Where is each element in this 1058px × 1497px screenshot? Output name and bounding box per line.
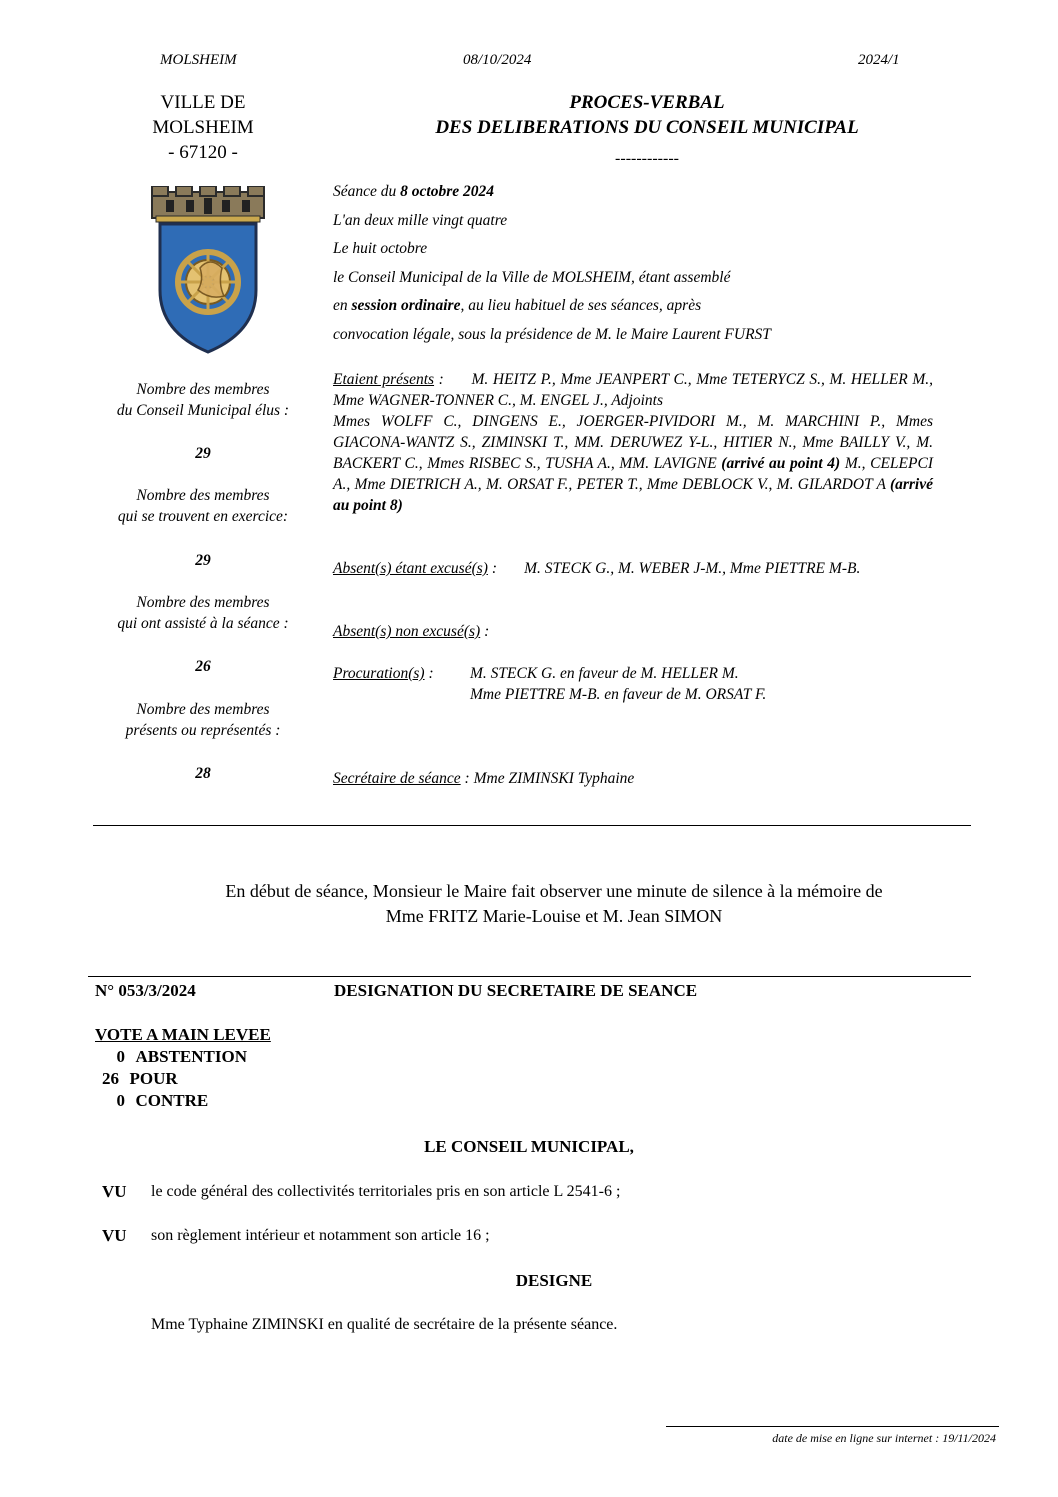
seance-type: session ordinaire — [351, 297, 461, 314]
deliberation-title: DESIGNATION DU SECRETAIRE DE SEANCE — [334, 981, 698, 1000]
presents-note-point8: (arrivé au point 8) — [333, 476, 933, 514]
vote-row-abstention — [95, 1046, 271, 1068]
coat-of-arms-icon — [146, 186, 270, 354]
vote-pour-count: 26 — [102, 1069, 119, 1088]
vote-contre-label: CONTRE — [135, 1091, 209, 1110]
vote-title: VOTE A MAIN LEVEE — [95, 1025, 271, 1044]
seance-line4: le Conseil Municipal de la Ville de MOLSHEIM, étant assemblé — [333, 268, 731, 286]
ville-line2: MOLSHEIM — [152, 117, 254, 138]
secretaire-seance — [333, 768, 933, 789]
vote-abstention-count: 0 — [116, 1047, 125, 1066]
vote-row-contre — [95, 1090, 271, 1112]
silence-paragraph — [100, 879, 1008, 929]
vote-contre-count: 0 — [116, 1091, 125, 1110]
seance-line5-prefix: en — [333, 297, 352, 314]
vu-2-label: VU — [102, 1226, 127, 1245]
seance-line2: L'an deux mille vingt quatre — [333, 211, 508, 229]
procuration-1: M. STECK G. en faveur de M. HELLER M. — [470, 665, 739, 682]
absents-excuses-colon: : — [487, 560, 497, 577]
vote-row-pour — [95, 1068, 271, 1090]
document-title — [330, 90, 964, 140]
presents-conseillers-2: M., CELEPCI A., Mme DIETRICH A., M. ORSAT F., PETER T., Mme DEBLOCK V., M. GILARDOT A — [333, 455, 933, 493]
stat-exercice — [103, 485, 303, 527]
seance-line1-prefix: Séance du — [333, 183, 401, 200]
seance-line6: convocation légale, sous la présidence de M. le Maire Laurent FURST — [333, 325, 771, 343]
stat-elus-label2: du Conseil Municipal élus : — [116, 402, 290, 419]
stat-exercice-label1: Nombre des membres — [136, 487, 270, 504]
designe-heading: DESIGNE — [515, 1271, 593, 1290]
secretaire-label: Secrétaire de séance — [333, 770, 461, 787]
presents-conseillers: Mmes WOLFF C., DINGENS E., JOERGER-PIVIDORI M., M. MARCHINI P., Mmes GIACONA-WANTZ S., ZIMINSKI T., MM. DERUWEZ Y-L., HITIER N., Mme BAILLY V., M. BACKERT C., Mmes RISBEC S., TUSHA A., MM. LAVIGNE — [333, 413, 933, 472]
stat-elus — [103, 379, 303, 421]
ville-line3: - 67120 - — [168, 142, 238, 163]
ville-block — [103, 90, 303, 165]
absents-excuses-value: M. STECK G., M. WEBER J-M., Mme PIETTRE M-B. — [524, 560, 861, 577]
silence-line2: Mme FRITZ Marie-Louise et M. Jean SIMON — [385, 906, 723, 926]
stat-elus-label1: Nombre des membres — [136, 381, 270, 398]
title-dashes: ------------ — [615, 150, 679, 167]
header-date: 08/10/2024 — [463, 52, 532, 68]
procurations-label: Procuration(s) — [333, 665, 425, 682]
seance-line5-suffix: , au lieu habituel de ses séances, après — [460, 297, 702, 314]
absents-non-excuses-label: Absent(s) non excusé(s) — [333, 623, 481, 640]
absents-excuses-label: Absent(s) étant excusé(s) — [333, 560, 488, 577]
stat-exercice-label2: qui se trouvent en exercice: — [117, 508, 289, 525]
absents-non-excuses — [333, 621, 933, 642]
separator-rule — [93, 825, 971, 826]
vu-1-label: VU — [102, 1182, 127, 1201]
deliberation-rule — [88, 976, 971, 977]
silence-line1: En début de séance, Monsieur le Maire fait observer une minute de silence à la mémoire de — [225, 881, 883, 901]
presents-note-point4: (arrivé au point 4) — [721, 455, 841, 472]
stat-represente — [103, 699, 303, 741]
procurations-colon: : — [424, 665, 434, 682]
stat-elus-value: 29 — [195, 445, 211, 462]
ville-line1: VILLE DE — [160, 92, 246, 113]
absents-non-excuses-colon: : — [480, 623, 490, 640]
vote-abstention-label: ABSTENTION — [135, 1047, 247, 1066]
secretaire-value: : Mme ZIMINSKI Typhaine — [460, 770, 635, 787]
designation-text: Mme Typhaine ZIMINSKI en qualité de secrétaire de la présente séance. — [151, 1316, 618, 1333]
title-line2: DES DELIBERATIONS DU CONSEIL MUNICIPAL — [435, 117, 859, 138]
stat-represente-label1: Nombre des membres — [136, 701, 270, 718]
presents-block — [333, 369, 933, 516]
stat-exercice-value: 29 — [195, 552, 211, 569]
deliberation-number: N° 053/3/2024 — [95, 981, 196, 1000]
seance-date: 8 octobre 2024 — [400, 183, 494, 200]
stat-represente-value: 28 — [195, 765, 211, 782]
procurations-list — [470, 663, 940, 705]
stat-assiste-label2: qui ont assisté à la séance : — [117, 615, 289, 632]
footer-publication-date: date de mise en ligne sur internet : 19/11/2024 — [772, 1431, 996, 1445]
footer-rule — [666, 1426, 999, 1427]
stat-assiste — [103, 592, 303, 634]
procuration-2: Mme PIETTRE M-B. en faveur de M. ORSAT F. — [470, 686, 767, 703]
vote-block — [95, 1024, 271, 1112]
stat-assiste-label1: Nombre des membres — [136, 594, 270, 611]
title-line1: PROCES-VERBAL — [569, 92, 725, 113]
presents-adjoints: M. HEITZ P., Mme JEANPERT C., Mme TETERYCZ S., M. HELLER M., Mme WAGNER-TONNER C., M. ENGEL J., Adjoints — [333, 371, 933, 409]
header-city: MOLSHEIM — [160, 52, 237, 68]
header-ref: 2024/1 — [858, 52, 900, 68]
presents-label: Etaient présents — [333, 371, 435, 388]
vu-2-text: son règlement intérieur et notamment son article 16 ; — [151, 1227, 490, 1244]
conseil-heading: LE CONSEIL MUNICIPAL, — [424, 1137, 634, 1156]
seance-block — [333, 178, 771, 349]
absents-excuses — [333, 558, 933, 579]
stat-assiste-value: 26 — [195, 658, 211, 675]
seance-line3: Le huit octobre — [333, 240, 428, 257]
presents-colon: : — [434, 371, 444, 388]
vote-pour-label: POUR — [129, 1069, 178, 1088]
stat-represente-label2: présents ou représentés : — [125, 722, 281, 739]
vu-1-text: le code général des collectivités territoriales pris en son article L 2541-6 ; — [151, 1183, 621, 1200]
